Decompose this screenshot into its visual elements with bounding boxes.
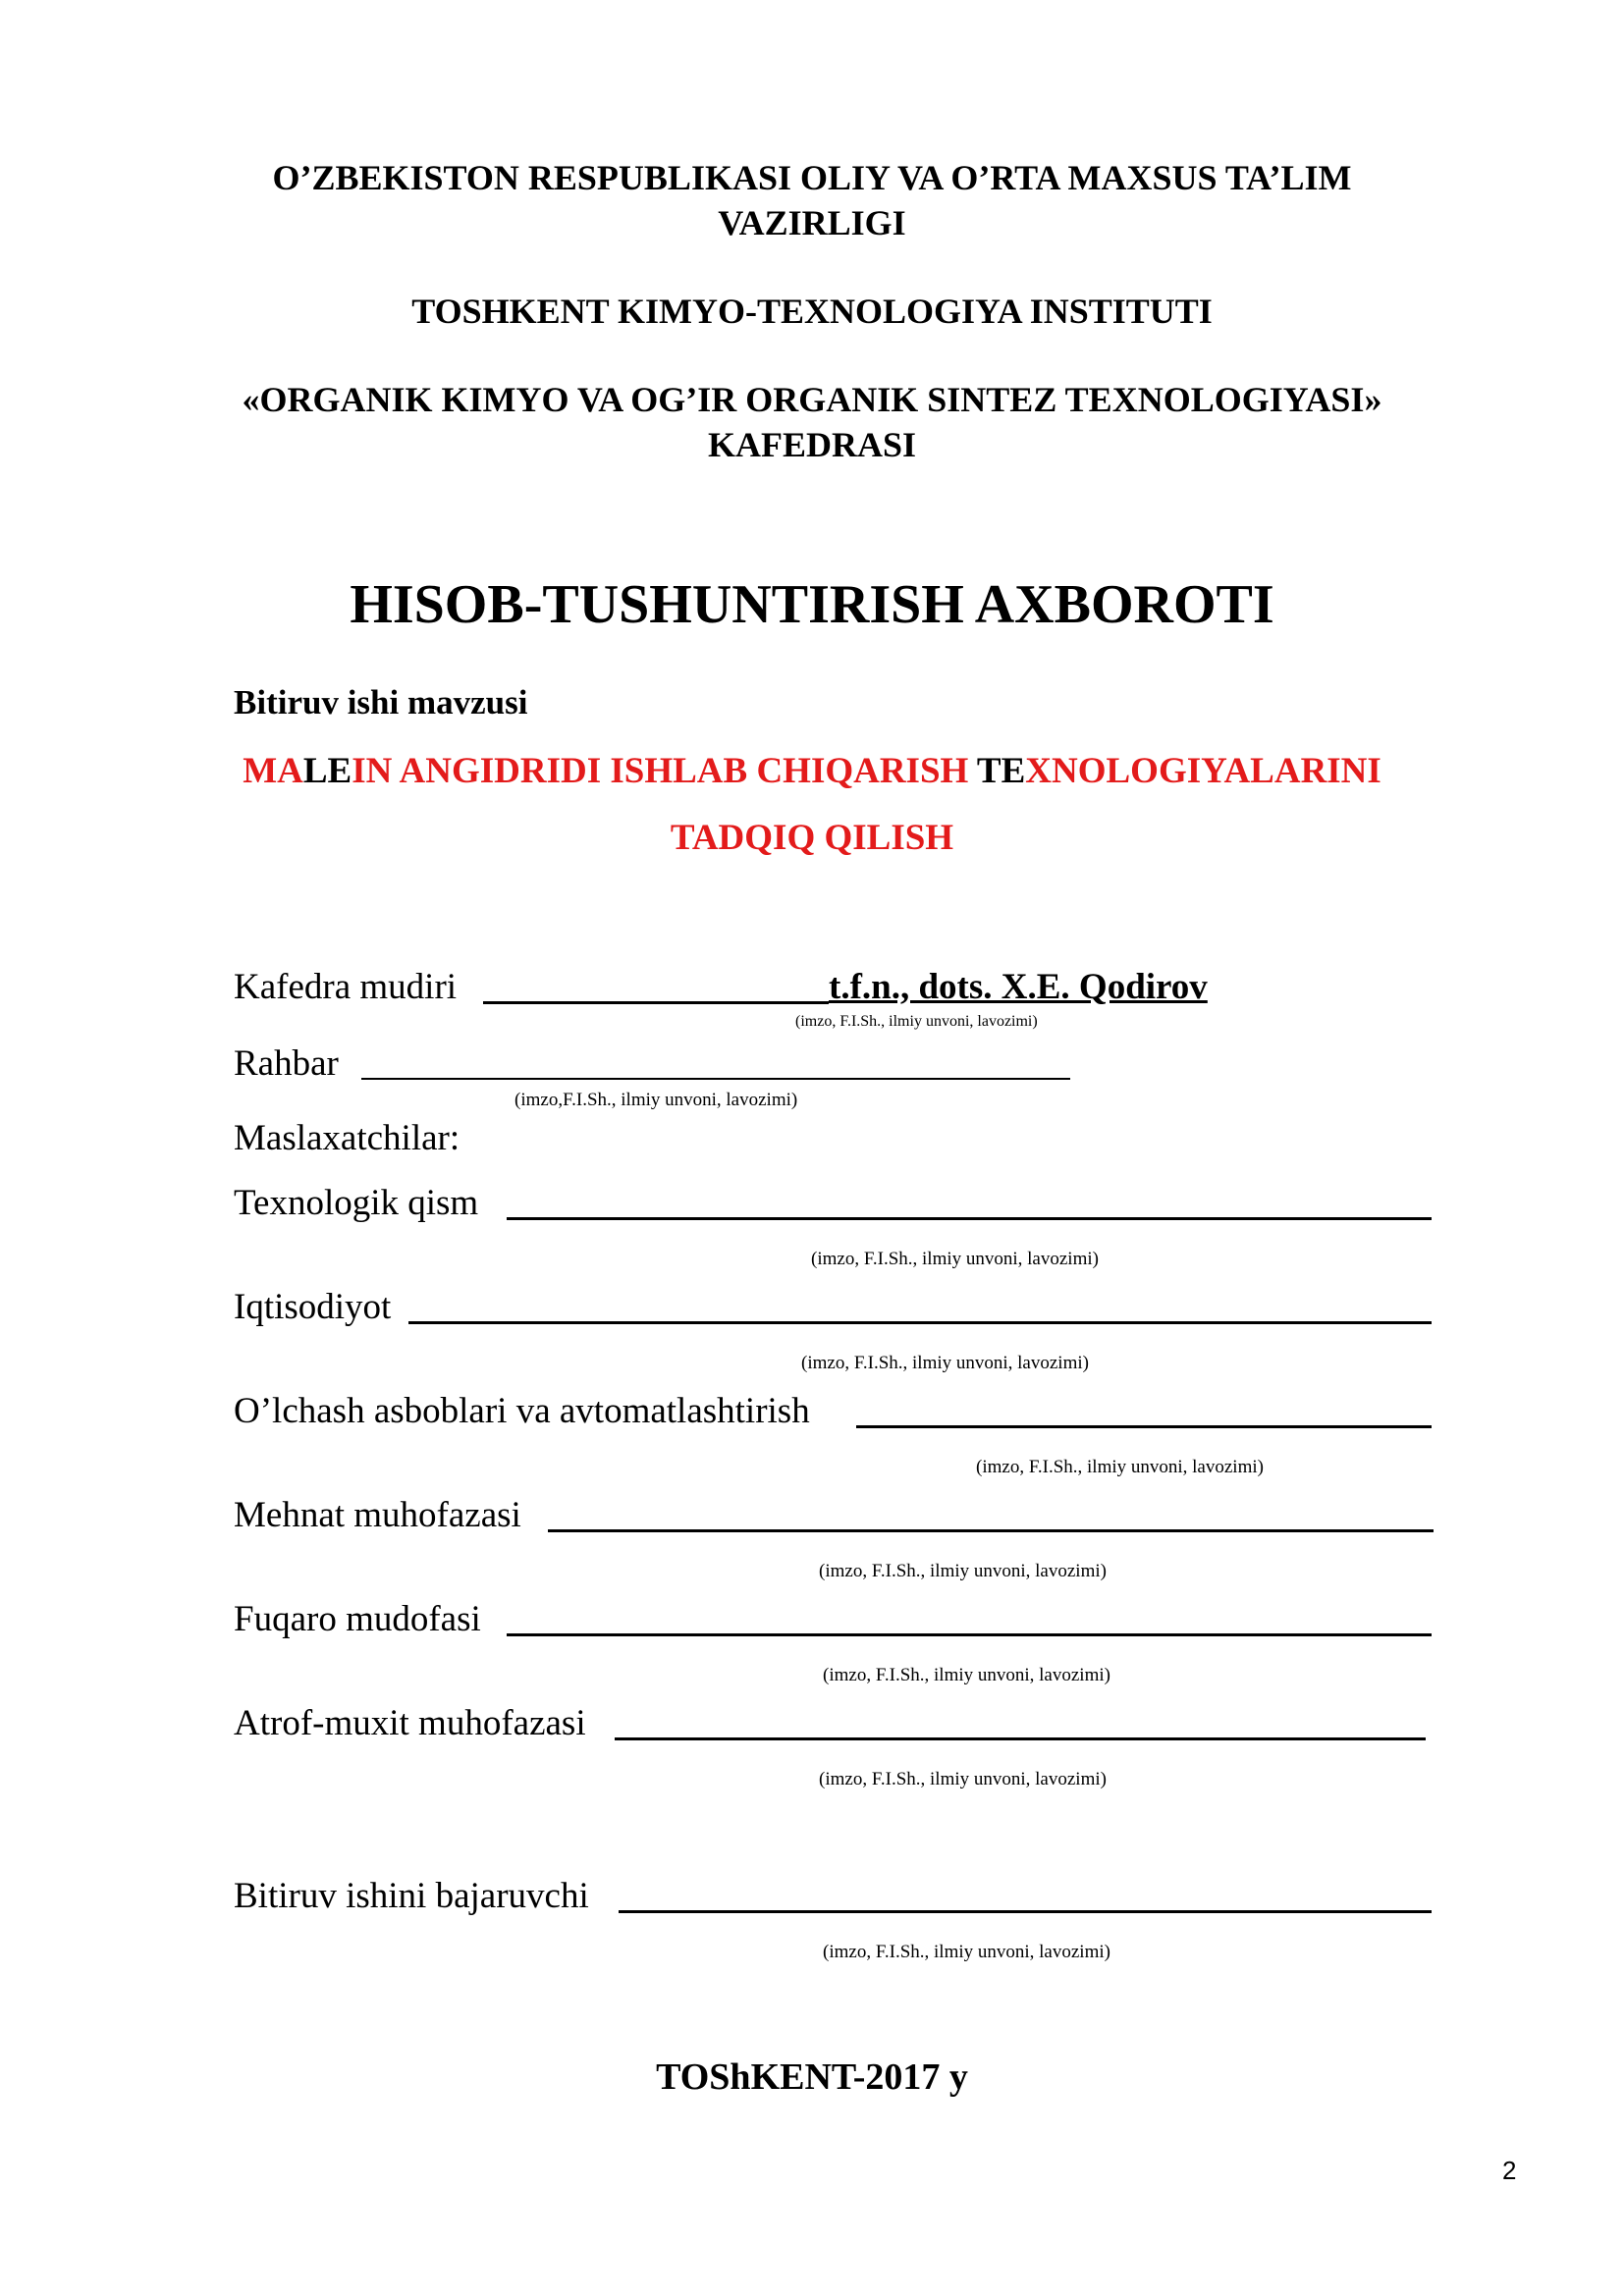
department-line-1: «ORGANIK KIMYO VA OG’IR ORGANIK SINTEZ TEXNOLOGIYASI» [242,380,1382,419]
consultant-label-labor-protection: Mehnat muhofazasi [234,1495,521,1535]
consultant-caption-labor-protection: (imzo, F.I.Sh., ilmiy unvoni, lavozimi) [819,1561,1107,1581]
consultant-label-technology: Texnologik qism [234,1183,479,1223]
topic-part-5: XNOLOGIYALARINI [1025,751,1381,791]
head-of-department-name: t.f.n., dots. X.E. Qodirov [829,967,1208,1007]
head-of-department-signature-line [483,1001,829,1004]
author-label: Bitiruv ishini bajaruvchi [234,1876,589,1916]
consultant-line-labor-protection [548,1529,1434,1532]
ministry-line-1: O’ZBEKISTON RESPUBLIKASI OLIY VA O’RTA MAXSUS TA’LIM [272,158,1352,197]
ministry-line-2: VAZIRLIGI [718,203,906,242]
consultants-label: Maslaxatchilar: [234,1118,460,1158]
consultant-line-technology [507,1217,1432,1220]
consultant-label-economics: Iqtisodiyot [234,1287,392,1327]
author-signature-line [619,1910,1432,1913]
ministry-name [0,155,1624,245]
city-year-footer: TOShKENT-2017 y [656,2056,968,2098]
department-name [0,377,1624,467]
consultant-caption-economics: (imzo, F.I.Sh., ilmiy unvoni, lavozimi) [801,1353,1089,1373]
consultant-label-civil-defense: Fuqaro mudofasi [234,1599,481,1639]
supervisor-label: Rahbar [234,1043,339,1084]
topic-line-1 [0,750,1624,792]
consultant-label-environment: Atrof-muxit muhofazasi [234,1703,586,1743]
topic-label: Bitiruv ishi mavzusi [234,683,528,721]
consultant-caption-civil-defense: (imzo, F.I.Sh., ilmiy unvoni, lavozimi) [823,1665,1110,1685]
consultant-caption-environment: (imzo, F.I.Sh., ilmiy unvoni, lavozimi) [819,1769,1107,1789]
topic-part-2: LE [302,751,352,791]
supervisor-signature-line [361,1078,1070,1080]
topic-line-2: TADQIQ QILISH [670,818,954,858]
institute-name: TOSHKENT KIMYO-TEXNOLOGIYA INSTITUTI [411,292,1213,331]
consultant-caption-automation: (imzo, F.I.Sh., ilmiy unvoni, lavozimi) [976,1457,1264,1477]
author-caption: (imzo, F.I.Sh., ilmiy unvoni, lavozimi) [823,1942,1110,1962]
consultant-line-environment [615,1737,1426,1740]
consultant-line-economics [408,1321,1432,1324]
topic-part-3: IN ANGIDRIDI ISHLAB CHIQARISH [352,751,977,791]
consultant-label-automation: O’lchash asboblari va avtomatlashtirish [234,1391,810,1431]
consultant-caption-technology: (imzo, F.I.Sh., ilmiy unvoni, lavozimi) [811,1249,1099,1269]
consultant-line-civil-defense [507,1633,1432,1636]
document-title: HISOB-TUSHUNTIRISH AXBOROTI [350,574,1274,635]
head-of-department-caption: (imzo, F.I.Sh., ilmiy unvoni, lavozimi) [795,1013,1038,1030]
topic-part-4: TE [976,751,1026,791]
supervisor-caption: (imzo,F.I.Sh., ilmiy unvoni, lavozimi) [514,1090,798,1110]
head-of-department-label: Kafedra mudiri [234,967,458,1007]
department-line-2: KAFEDRASI [707,425,917,464]
topic-part-1: MA [243,751,303,791]
page-number: 2 [1502,2156,1517,2185]
consultant-line-automation [856,1425,1432,1428]
